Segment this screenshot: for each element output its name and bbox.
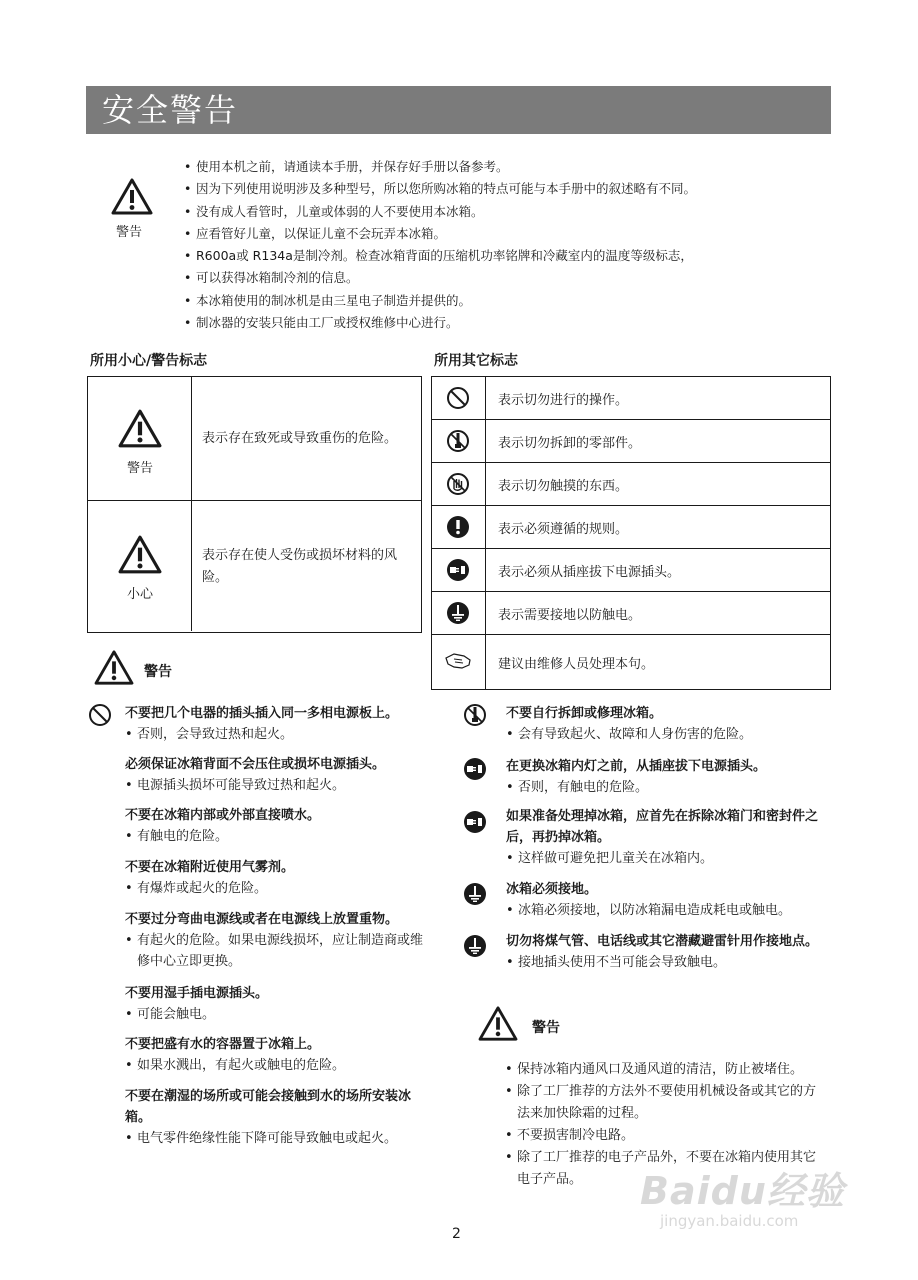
list-item: • 使用本机之前，请通读本手册，并保存好手册以备参考。 [184,156,824,178]
unplug-icon [446,558,470,582]
list-item: • 制冰器的安装只能由工厂或授权维修中心进行。 [184,312,824,334]
warning-item-desc: • 有起火的危险。如果电源线损坏，应让制造商或维修中心立即更换。 [125,930,435,972]
warning-item-title: 如果准备处理掉冰箱，应首先在拆除冰箱门和密封件之后，再扔掉冰箱。 [506,809,819,845]
warning-section-label: 警告 [144,664,172,680]
warning-item-desc: • 如果水溅出，有起火或触电的危险。 [125,1055,435,1076]
warning-item [125,703,435,745]
intro-warning-label: 警告 [116,225,143,240]
warning-item [125,754,435,796]
prohibited-icon [88,703,112,727]
sign-description: 表示切勿触摸的东西。 [498,478,629,494]
list-item: • 没有成人看管时，儿童或体弱的人不要使用本冰箱。 [184,201,824,223]
warning-item-desc: • 电气零件绝缘性能下降可能导致触电或起火。 [125,1128,435,1149]
no-disassemble-icon [446,429,470,453]
warning-item-title: 不要用湿手插电源插头。 [125,986,269,1001]
icon-cell [432,549,486,591]
warning-item [125,983,435,1025]
warning-item-title: 不要在冰箱附近使用气雾剂。 [125,860,295,875]
sign-description: 表示切勿进行的操作。 [498,392,629,408]
page-title: 安全警告 [102,91,239,129]
warning-item-title: 在更换冰箱内灯之前，从插座拔下电源插头。 [506,759,767,774]
icon-cell [432,592,486,634]
warning-item [506,756,826,798]
warning-triangle-icon [111,178,153,216]
warning-item-title: 切勿将煤气管、电话线或其它潜藏避雷针用作接地点。 [506,934,819,949]
watermark-url: jingyan.baidu.com [660,1212,799,1230]
page-number: 2 [452,1226,461,1242]
warning-item [506,806,826,869]
warning-triangle-icon [118,409,162,449]
table-row [432,549,830,592]
list-item: • 本冰箱使用的制冰机是由三星电子制造并提供的。 [184,290,824,312]
list-item: • 除了工厂推荐的电子产品外，不要在冰箱内使用其它电子产品。 [505,1147,825,1191]
list-item: • 保持冰箱内通风口及通风道的清洁，防止被堵住。 [505,1059,825,1081]
no-disassemble-icon [463,703,487,727]
warning-item-title: 不要把几个电器的插头插入同一多相电源板上。 [125,706,399,721]
table-row [432,420,830,463]
sign-cell [88,501,192,631]
icon-cell [432,420,486,462]
table-row [432,635,830,689]
warning-item [506,931,826,973]
warning-item [125,805,435,847]
ground-icon [446,601,470,625]
warning-item-title: 不要过分弯曲电源线或者在电源线上放置重物。 [125,912,399,927]
sign-cell [88,377,192,500]
table-row [432,592,830,635]
table-row [88,377,421,501]
warning-item [506,703,826,745]
list-item: • 应看管好儿童，以保证儿童不会玩弄本冰箱。 [184,223,824,245]
icon-cell [432,377,486,419]
warning-item-title: 不要自行拆卸或修理冰箱。 [506,706,663,721]
sign-description: 建议由维修人员处理本句。 [498,656,655,672]
warning-item-desc: • 会有导致起火、故障和人身伤害的危险。 [506,724,826,745]
warning-section-2-label: 警告 [532,1020,560,1036]
warning-item-desc: • 接地插头使用不当可能会导致触电。 [506,952,826,973]
sign-description: 表示切勿拆卸的零部件。 [498,435,642,451]
watermark-brand: Baidu经验 [640,1169,845,1213]
warning-item [125,1086,435,1149]
warning-item [125,857,435,899]
warning-item-desc: • 有触电的危险。 [125,826,435,847]
warning-item [506,879,826,921]
prohibited-icon [446,386,470,410]
icon-cell [432,635,486,689]
list-item: • 不要损害制冷电路。 [505,1125,825,1147]
warning-item-desc: • 电源插头损坏可能导致过热和起火。 [125,775,435,796]
warning-triangle-icon [94,650,134,686]
warning-item-title: 不要把盛有水的容器置于冰箱上。 [125,1037,321,1052]
sign-label: 小心 [126,587,153,602]
table-row [88,501,421,631]
warning-item-title: 不要在冰箱内部或外部直接喷水。 [125,808,321,823]
other-signs-table [431,376,831,690]
list-item-continuation: • 可以获得冰箱制冷剂的信息。 [184,267,824,289]
no-touch-icon [446,472,470,496]
warning-item-desc: • 这样做可避免把儿童关在冰箱内。 [506,848,826,869]
ground-icon [463,882,487,906]
warning-item-title: 冰箱必须接地。 [506,882,598,897]
sign-description: 表示需要接地以防触电。 [498,607,642,623]
warning-item-title: 必须保证冰箱背面不会压住或损坏电源插头。 [125,757,386,772]
unplug-icon [463,810,487,834]
list-item: • R600a或 R134a是制冷剂。检查冰箱背面的压缩机功率铭牌和冷藏室内的温度等级标志， [184,245,824,267]
warning-item-desc: • 有爆炸或起火的危险。 [125,878,435,899]
unplug-icon [463,757,487,781]
list-item: • 除了工厂推荐的方法外不要使用机械设备或其它的方法来加快除霜的过程。 [505,1081,825,1125]
table-row [432,463,830,506]
icon-cell [432,463,486,505]
caution-signs-table [87,376,422,633]
sign-description: 表示存在使人受伤或损坏材料的风险。 [202,548,398,585]
mandatory-icon [446,515,470,539]
sign-label: 警告 [126,461,153,476]
warning-item-desc: • 可能会触电。 [125,1004,435,1025]
sign-description: 表示必须从插座拔下电源插头。 [498,564,681,580]
warning-item [125,909,435,972]
caution-triangle-icon [118,535,162,575]
list-item: • 因为下列使用说明涉及多种型号，所以您所购冰箱的特点可能与本手册中的叙述略有不同。 [184,178,824,200]
ground-icon [463,934,487,958]
table-row [432,506,830,549]
caution-signs-heading: 所用小心/警告标志 [90,353,208,369]
service-hand-icon [444,650,472,674]
warning-item-desc: • 否则，有触电的危险。 [506,777,826,798]
table-row [432,377,830,420]
title-bar [86,86,831,134]
intro-list [184,156,824,334]
sign-description: 表示存在致死或导致重伤的危险。 [202,431,398,446]
warning-triangle-icon [478,1006,518,1042]
other-signs-heading: 所用其它标志 [434,353,518,369]
sign-description: 表示必须遵循的规则。 [498,521,629,537]
warning-item-title: 不要在潮湿的场所或可能会接触到水的场所安装冰箱。 [125,1089,412,1125]
icon-cell [432,506,486,548]
warning-item [125,1034,435,1076]
warning-item-desc: • 否则，会导致过热和起火。 [125,724,435,745]
warning-item-desc: • 冰箱必须接地，以防冰箱漏电造成耗电或触电。 [506,900,826,921]
watermark [640,1160,870,1250]
